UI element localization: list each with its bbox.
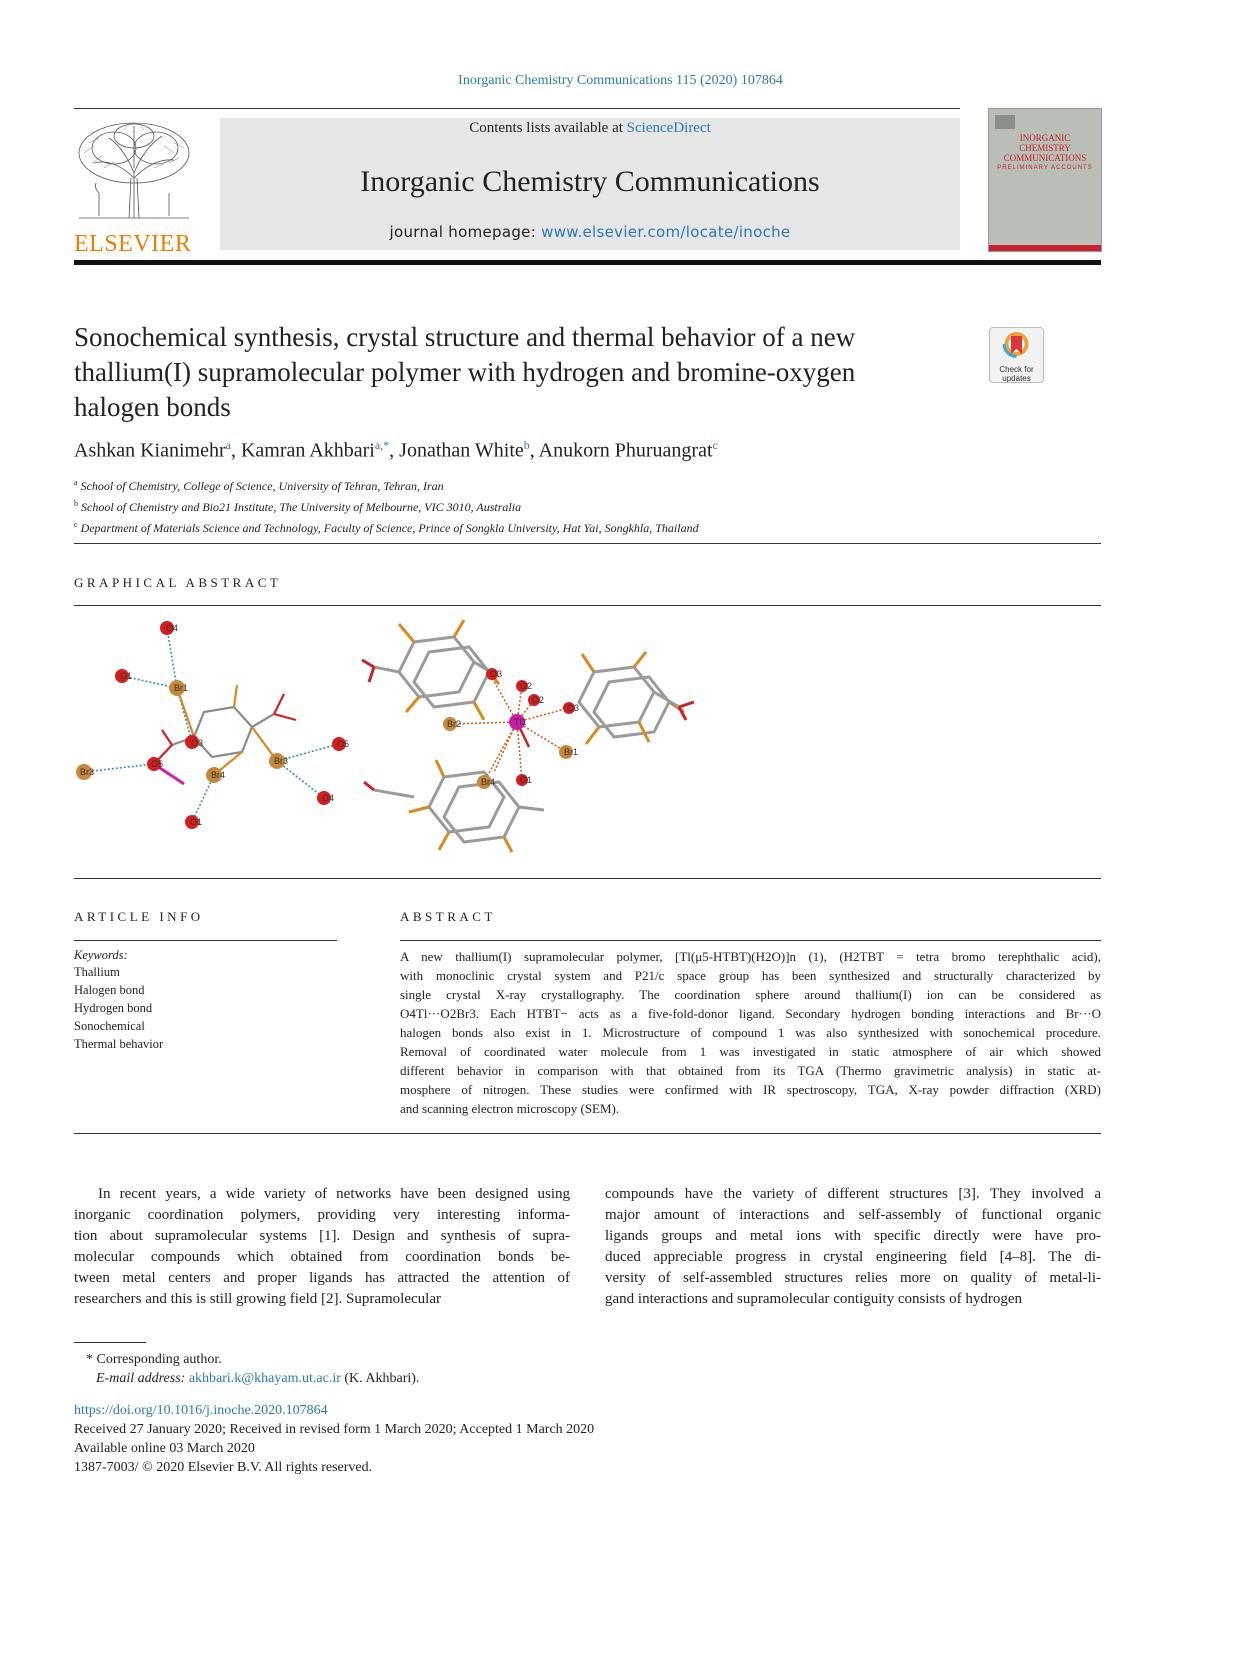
author-separator: , [529, 439, 539, 462]
author-affiliation-marker[interactable]: c [712, 438, 718, 452]
article-info-rule [74, 940, 337, 941]
abstract-line: O4Tl···O2Br3. Each HTBT− acts as a five-fold-donor ligand. Secondary hydrogen bonding interactions and Br···O [400, 1006, 1101, 1021]
author-list [74, 438, 974, 463]
abstract-line: halogen bonds also exist in 1. Microstructure of compound 1 was also synthesized with sonochemical procedure. [400, 1025, 1101, 1040]
author-separator: , [230, 439, 241, 462]
cover-band [989, 245, 1101, 251]
affiliation: $^c$ Department of Materials Science and Technology, Faculty of Science, Prince of Songkla University, Hat Yai, Songkhla, Thailand [74, 520, 699, 535]
article-title: Sonochemical synthesis, crystal structure and thermal behavior of a new thallium(I) supramolecular polymer with hydrogen and bromine-oxygen halogen bonds [74, 322, 856, 422]
homepage-link[interactable]: www.elsevier.com/locate/inoche [541, 223, 791, 241]
available-online: Available online 03 March 2020 [74, 1441, 255, 1456]
footnote-rule [74, 1342, 146, 1343]
bookmark-icon [990, 328, 1043, 360]
abstract-line: A new thallium(I) supramolecular polymer, [Tl(μ5-HTBT)(H2O)]n (1), (H2TBT = tetra bromo terephthalic acid), [400, 949, 1101, 964]
graphical-abstract-label: GRAPHICAL ABSTRACT [74, 575, 282, 590]
atom-label: Br1 [174, 683, 189, 693]
sciencedirect-link[interactable]: ScienceDirect [626, 120, 711, 136]
body-right-column [605, 1184, 1101, 1310]
keyword-item: Thermal behavior [74, 1037, 164, 1051]
body-line: duced appreciable progress in crystal engineering field [4–8]. The di- [605, 1249, 1101, 1265]
abstract-line: Removal of coordinated water molecule from 1 was investigated in static atmosphere of air which showed [400, 1044, 1101, 1059]
body-left-column [74, 1184, 570, 1310]
atom-label: O4 [322, 793, 335, 803]
body-line: versity of self-assembled structures relies more on quality of metal-li- [605, 1270, 1101, 1286]
keyword-item: Halogen bond [74, 983, 145, 997]
author-name[interactable]: Kamran Akhbari [240, 439, 375, 462]
atom-label: O1 [190, 817, 203, 827]
atom-label: O1 [120, 671, 133, 681]
keywords-block [74, 948, 337, 1053]
keyword-item: Sonochemical [74, 1019, 145, 1033]
body-line: gand interactions and supramolecular contiguity consists of hydrogen [605, 1291, 1022, 1307]
atom-label: O3 [191, 738, 204, 748]
keyword-list [74, 963, 337, 1053]
atom-label: Br2 [447, 719, 462, 729]
email-line: E-mail address: akhbari.k@khayam.ut.ac.ir (K. Akhbari). [96, 1371, 420, 1386]
corresponding-note: * Corresponding author. E-mail address: akhbari.k@khayam.ut.ac.ir (K. Akhbari). [86, 1350, 986, 1388]
abstract-rule [400, 940, 1101, 941]
elsevier-logo [74, 118, 214, 257]
author-affiliation-marker[interactable]: a,* [374, 438, 390, 452]
header-rule [74, 108, 960, 109]
atom-label: O3 [567, 703, 580, 713]
journal-cover[interactable] [988, 108, 1102, 252]
abstract-text [400, 947, 1101, 1118]
atom-label: O4 [166, 623, 179, 633]
section-rule [74, 543, 1101, 544]
abstract-label: ABSTRACT [400, 909, 496, 924]
keyword-item: Hydrogen bond [74, 1001, 153, 1015]
atom-label: Br3 [80, 767, 95, 777]
affiliation: $^a$ School of Chemistry, College of Science, University of Tehran, Tehran, Iran [74, 478, 444, 493]
contents-line: Contents lists available at ScienceDirect [469, 120, 711, 136]
check-for-updates-button[interactable]: Check for updates [989, 327, 1044, 383]
body-line: researchers and this is still growing field [2]. Supramolecular [74, 1291, 441, 1307]
article-info-label: ARTICLE INFO [74, 909, 204, 924]
body-line: molecular compounds which obtained from coordination bonds be- [74, 1249, 570, 1265]
atom-label: Br1 [564, 747, 579, 757]
body-line: tion about supramolecular systems [1]. Design and synthesis of supra- [74, 1228, 570, 1244]
section-rule [74, 878, 1101, 879]
atom-label: O2 [532, 695, 545, 705]
atom-label: Tl1 [514, 717, 527, 727]
atom-label: O3 [490, 669, 503, 679]
received-dates: Received 27 January 2020; Received in revised form 1 March 2020; Accepted 1 March 2020 [74, 1422, 595, 1437]
journal-header-box [220, 118, 960, 250]
keywords-title: Keywords: [74, 948, 128, 962]
journal-citation[interactable]: Inorganic Chemistry Communications 115 (2020) 107864 [458, 73, 783, 88]
cover-title: INORGANIC CHEMISTRY COMMUNICATIONS [1003, 133, 1087, 163]
section-rule [74, 1133, 1101, 1134]
atom-label: O2 [520, 681, 533, 691]
affiliation-list [74, 474, 974, 537]
tree-icon [74, 118, 194, 220]
keyword-item: Thallium [74, 965, 120, 979]
right-molecule [362, 620, 694, 852]
author-affiliation-marker[interactable]: b [523, 438, 530, 452]
author-name[interactable]: Jonathan White [399, 439, 524, 462]
cover-subtitle: PRELIMINARY ACCOUNTS [997, 165, 1093, 171]
body-line: tween metal centers and proper ligands has attracted the attention of [74, 1270, 570, 1286]
abstract-line: different behavior in comparison with that obtained from its TGA (Thermo gravimetric analysis) in static at- [400, 1063, 1101, 1078]
abstract-line: and scanning electron microscopy (SEM). [400, 1101, 620, 1116]
atom-label: Br3 [274, 756, 289, 766]
journal-title: Inorganic Chemistry Communications [360, 165, 820, 198]
doi-link[interactable]: https://doi.org/10.1016/j.inoche.2020.107864 [74, 1403, 328, 1418]
elsevier-wordmark: ELSEVIER [74, 231, 192, 257]
atom-label: Br4 [481, 777, 496, 787]
abstract-line: with monoclinic crystal system and P21/c space group has been synthesized and structurally characterized by [400, 968, 1101, 983]
author-affiliation-marker[interactable]: a [225, 438, 231, 452]
header-thick-rule [74, 260, 1101, 265]
graphical-abstract-figure [74, 612, 714, 862]
body-line: ligands groups and metal ions with specific directly were have pro- [605, 1228, 1101, 1244]
homepage-line: journal homepage: www.elsevier.com/locate/inoche [389, 223, 791, 241]
atom-label: O5 [337, 739, 350, 749]
copyright: 1387-7003/ © 2020 Elsevier B.V. All rights reserved. [74, 1460, 373, 1475]
author-name[interactable]: Ashkan Kianimehr [74, 439, 226, 462]
abstract-line: mosphere of nitrogen. These studies were confirmed with IR spectroscopy, TGA, X-ray powder diffraction (XRD) [400, 1082, 1101, 1097]
body-line: major amount of interactions and self-assembly of functional organic [605, 1207, 1101, 1223]
body-line: In recent years, a wide variety of networks have been designed using [98, 1186, 570, 1202]
body-line: compounds have the variety of different structures [3]. They involved a [605, 1186, 1101, 1202]
publication-info [74, 1401, 974, 1477]
left-molecule [76, 621, 349, 829]
section-rule [74, 605, 1101, 606]
email-link[interactable]: akhbari.k@khayam.ut.ac.ir [188, 1371, 341, 1386]
abstract-line: single crystal X-ray crystallography. The coordination sphere around thallium(I) ion can be considered as [400, 987, 1101, 1002]
affiliation: $^b$ School of Chemistry and Bio21 Institute, The University of Melbourne, VIC 3010, Australia [74, 499, 522, 514]
body-line: inorganic coordination polymers, providing very interesting informa- [74, 1207, 570, 1223]
atom-label: O1 [520, 775, 533, 785]
atom-label: Br4 [211, 770, 226, 780]
cover-logo-icon [995, 115, 1015, 129]
author-separator: , [389, 439, 400, 462]
atom-label: O5 [151, 759, 164, 769]
author-name[interactable]: Anukorn Phuruangrat [538, 439, 713, 462]
